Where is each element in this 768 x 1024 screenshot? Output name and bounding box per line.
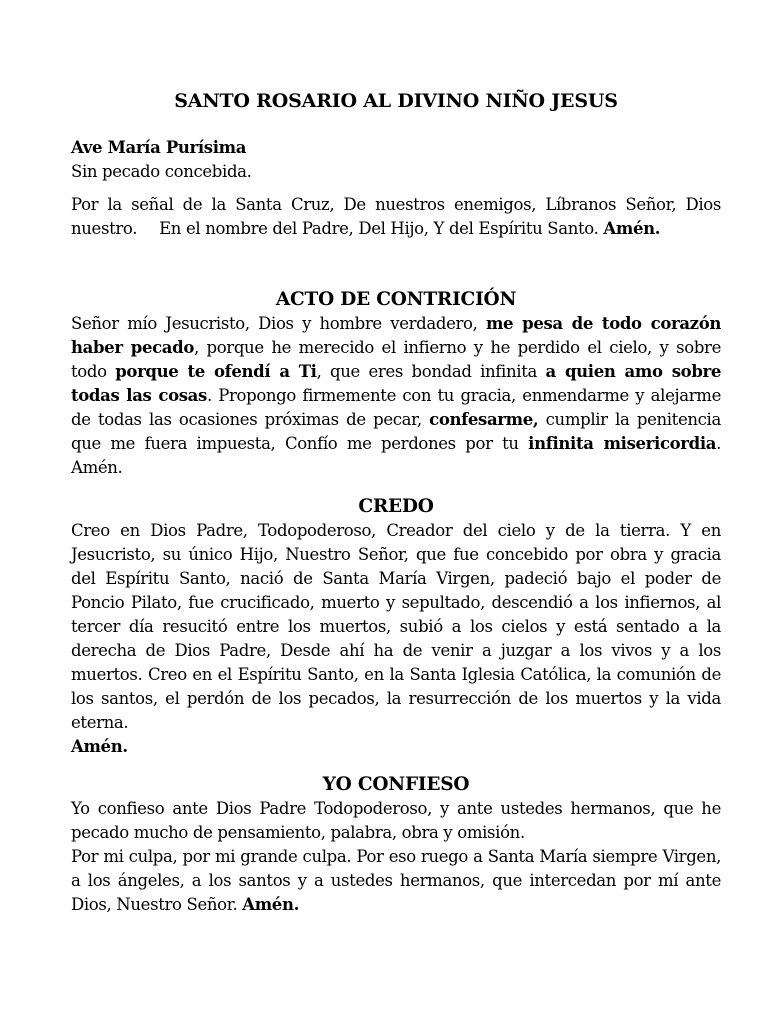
contricion-text-4: . Propongo firmemente con tu gracia, enmendarme y alejarme de todas las ocasiones próximas de pecar, [71, 386, 721, 429]
document-page [71, 88, 721, 917]
section-heading-confieso: YO CONFIESO [322, 774, 470, 795]
contricion-bold-5: infinita misericordia [528, 434, 717, 453]
contricion-text-6: . Amén. [71, 434, 721, 477]
sign-of-cross-paragraph [71, 193, 721, 241]
credo-amen: Amén. [71, 737, 128, 756]
greeting-bold: Ave María Purísima [71, 138, 247, 157]
contricion-bold-3: a quien amo sobre todas las cosas [71, 362, 721, 405]
contricion-text-1: Señor mío Jesucristo, Dios y hombre verdadero, [71, 314, 478, 333]
sign-of-cross-amen: Amén. [603, 219, 661, 238]
credo-paragraph: Creo en Dios Padre, Todopoderoso, Creador del cielo y de la tierra. Y en Jesucristo, su único Hijo, Nuestro Señor, que fue concebido por obra y gracia del Espíritu Santo, nació de Santa María Virgen, padeció bajo el poder de Poncio Pilato, fue crucificado, muerto y sepultado, descendió a los infiernos, al tercer día resucitó entre los muertos, subió a los cielos y está sentado a la derecha de Dios Padre, Desde ahí ha de venir a juzgar a los vivos y a los muertos. Creo en el Espíritu Santo, en la Santa Iglesia Católica, la comunión de los santos, el perdón de los pecados, la resurrección de los muertos y la vida eterna. [71, 521, 721, 732]
section-heading-credo: CREDO [358, 496, 434, 517]
contricion-paragraph [71, 312, 721, 480]
sign-of-cross-text-a: Por la señal de la Santa Cruz, De nuestros enemigos, Líbranos Señor, Dios nuestro. [71, 195, 721, 238]
document-title: SANTO ROSARIO AL DIVINO NIÑO JESUS [174, 90, 618, 112]
contricion-bold-4: confesarme, [429, 410, 539, 429]
section-heading-contricion: ACTO DE CONTRICIÓN [275, 289, 517, 310]
contricion-text-2: , porque he merecido el infierno y he perdido el cielo, y sobre todo [71, 338, 722, 381]
sign-of-cross-text-b: En el nombre del Padre, Del Hijo, Y del Espíritu Santo. [159, 219, 599, 238]
greeting-line-2: Sin pecado concebida. [71, 162, 252, 181]
credo-amen-line [71, 735, 721, 759]
contricion-text-5: cumplir la penitencia que me fuera impuesta, Confío me perdones por tu [71, 410, 721, 453]
contricion-text-3: , que eres bondad infinita [316, 362, 537, 381]
contricion-bold-1: me pesa de todo corazón haber pecado [71, 314, 721, 357]
greeting-line-1 [71, 136, 721, 160]
confieso-text-2: Por mi culpa, por mi grande culpa. Por eso ruego a Santa María siempre Virgen, a los ángeles, a los santos y a ustedes hermanos, que intercedan por mí ante Dios, Nuestro Señor. [71, 847, 721, 914]
contricion-bold-2: porque te ofendí a Ti [115, 362, 317, 381]
confieso-paragraph-2 [71, 845, 721, 917]
confieso-amen: Amén. [242, 895, 299, 914]
confieso-paragraph-1: Yo confieso ante Dios Padre Todopoderoso, y ante ustedes hermanos, que he pecado mucho de pensamiento, palabra, obra y omisión. [71, 799, 721, 842]
